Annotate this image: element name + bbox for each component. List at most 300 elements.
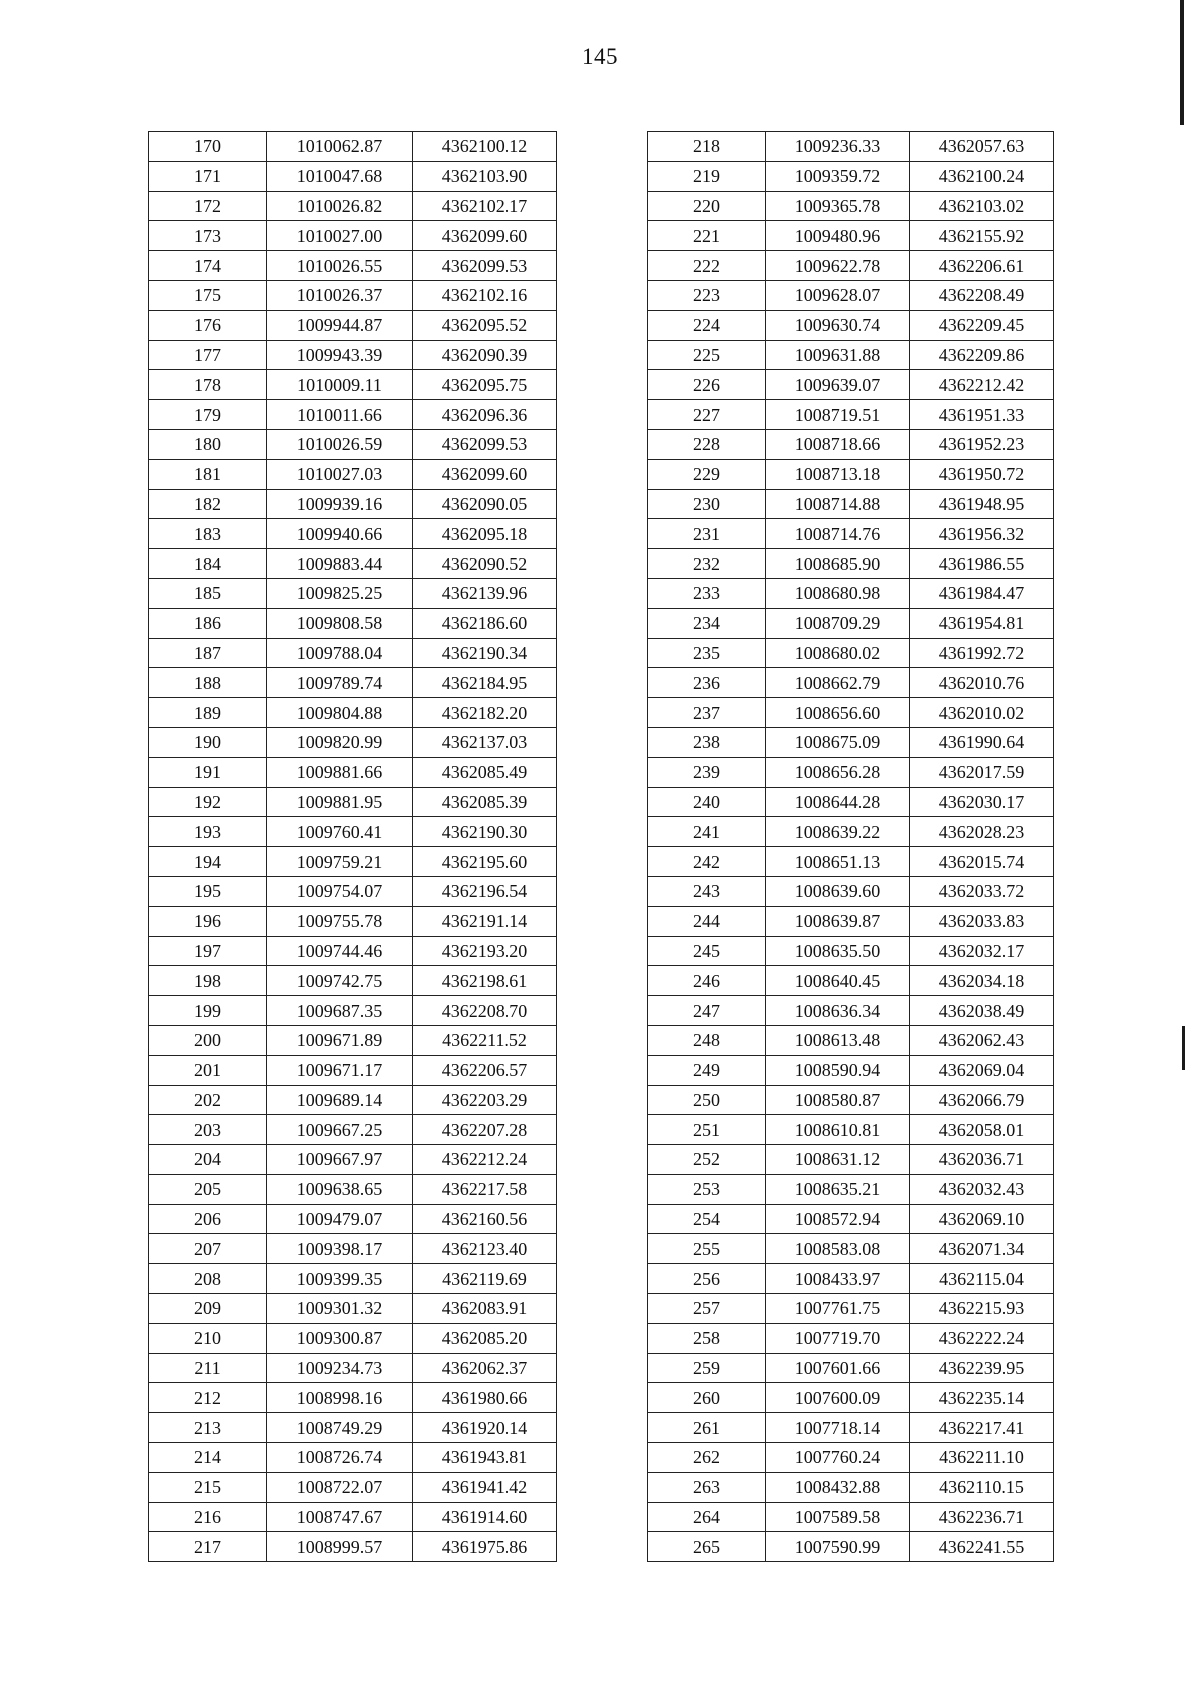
table-row — [648, 876, 1054, 906]
table-row — [149, 757, 557, 787]
table-row — [648, 280, 1054, 310]
y-coordinate-cell: 4362058.01 — [910, 1115, 1054, 1145]
y-coordinate-cell: 4362207.28 — [413, 1115, 557, 1145]
x-coordinate-cell: 1008722.07 — [267, 1472, 413, 1502]
table-row — [648, 310, 1054, 340]
y-coordinate-cell: 4362195.60 — [413, 847, 557, 877]
y-coordinate-cell: 4362095.52 — [413, 310, 557, 340]
y-coordinate-cell: 4362235.14 — [910, 1383, 1054, 1413]
y-coordinate-cell: 4362209.45 — [910, 310, 1054, 340]
x-coordinate-cell: 1009881.95 — [267, 787, 413, 817]
point-number-cell: 203 — [149, 1115, 267, 1145]
point-number-cell: 184 — [149, 549, 267, 579]
x-coordinate-cell: 1007719.70 — [766, 1323, 910, 1353]
point-number-cell: 238 — [648, 727, 766, 757]
table-row — [149, 1025, 557, 1055]
point-number-cell: 231 — [648, 519, 766, 549]
x-coordinate-cell: 1007761.75 — [766, 1294, 910, 1324]
y-coordinate-cell: 4362015.74 — [910, 847, 1054, 877]
x-coordinate-cell: 1009359.72 — [766, 161, 910, 191]
x-coordinate-cell: 1007589.58 — [766, 1502, 910, 1532]
y-coordinate-cell: 4362191.14 — [413, 906, 557, 936]
y-coordinate-cell: 4362034.18 — [910, 966, 1054, 996]
x-coordinate-cell: 1009944.87 — [267, 310, 413, 340]
table-row — [149, 429, 557, 459]
x-coordinate-cell: 1008749.29 — [267, 1413, 413, 1443]
x-coordinate-cell: 1008685.90 — [766, 549, 910, 579]
y-coordinate-cell: 4362137.03 — [413, 727, 557, 757]
y-coordinate-cell: 4362208.49 — [910, 280, 1054, 310]
y-coordinate-cell: 4362032.43 — [910, 1174, 1054, 1204]
point-number-cell: 229 — [648, 459, 766, 489]
y-coordinate-cell: 4361943.81 — [413, 1443, 557, 1473]
point-number-cell: 264 — [648, 1502, 766, 1532]
table-row — [648, 489, 1054, 519]
table-row — [149, 310, 557, 340]
point-number-cell: 262 — [648, 1443, 766, 1473]
table-row — [648, 221, 1054, 251]
point-number-cell: 213 — [149, 1413, 267, 1443]
point-number-cell: 228 — [648, 429, 766, 459]
table-row — [149, 1294, 557, 1324]
table-row — [149, 966, 557, 996]
table-row — [149, 727, 557, 757]
table-row — [648, 1472, 1054, 1502]
x-coordinate-cell: 1008656.28 — [766, 757, 910, 787]
x-coordinate-cell: 1008714.88 — [766, 489, 910, 519]
table-row — [149, 1174, 557, 1204]
table-row — [648, 191, 1054, 221]
y-coordinate-cell: 4362123.40 — [413, 1234, 557, 1264]
y-coordinate-cell: 4362211.10 — [910, 1443, 1054, 1473]
x-coordinate-cell: 1009236.33 — [766, 132, 910, 162]
table-row — [149, 996, 557, 1026]
y-coordinate-cell: 4362085.39 — [413, 787, 557, 817]
table-row — [149, 191, 557, 221]
y-coordinate-cell: 4362241.55 — [910, 1532, 1054, 1562]
x-coordinate-cell: 1009788.04 — [267, 638, 413, 668]
y-coordinate-cell: 4361980.66 — [413, 1383, 557, 1413]
table-row — [149, 1383, 557, 1413]
point-number-cell: 226 — [648, 370, 766, 400]
y-coordinate-cell: 4362085.20 — [413, 1323, 557, 1353]
point-number-cell: 235 — [648, 638, 766, 668]
x-coordinate-cell: 1008726.74 — [267, 1443, 413, 1473]
point-number-cell: 189 — [149, 698, 267, 728]
point-number-cell: 187 — [149, 638, 267, 668]
table-row — [149, 847, 557, 877]
point-number-cell: 265 — [648, 1532, 766, 1562]
y-coordinate-cell: 4362211.52 — [413, 1025, 557, 1055]
table-row — [149, 876, 557, 906]
y-coordinate-cell: 4362062.43 — [910, 1025, 1054, 1055]
point-number-cell: 256 — [648, 1264, 766, 1294]
y-coordinate-cell: 4362069.04 — [910, 1055, 1054, 1085]
table-row — [648, 519, 1054, 549]
y-coordinate-cell: 4362036.71 — [910, 1145, 1054, 1175]
table-row — [149, 370, 557, 400]
x-coordinate-cell: 1008675.09 — [766, 727, 910, 757]
point-number-cell: 201 — [149, 1055, 267, 1085]
y-coordinate-cell: 4362062.37 — [413, 1353, 557, 1383]
y-coordinate-cell: 4362099.60 — [413, 221, 557, 251]
y-coordinate-cell: 4362010.02 — [910, 698, 1054, 728]
y-coordinate-cell: 4362096.36 — [413, 400, 557, 430]
x-coordinate-cell: 1008713.18 — [766, 459, 910, 489]
x-coordinate-cell: 1009365.78 — [766, 191, 910, 221]
y-coordinate-cell: 4362102.16 — [413, 280, 557, 310]
table-row — [648, 1085, 1054, 1115]
point-number-cell: 207 — [149, 1234, 267, 1264]
y-coordinate-cell: 4362155.92 — [910, 221, 1054, 251]
y-coordinate-cell: 4362090.52 — [413, 549, 557, 579]
x-coordinate-cell: 1008639.22 — [766, 817, 910, 847]
x-coordinate-cell: 1009671.17 — [267, 1055, 413, 1085]
table-row — [149, 1472, 557, 1502]
x-coordinate-cell: 1008709.29 — [766, 608, 910, 638]
table-row — [149, 280, 557, 310]
x-coordinate-cell: 1009630.74 — [766, 310, 910, 340]
table-row — [149, 906, 557, 936]
x-coordinate-cell: 1009667.97 — [267, 1145, 413, 1175]
y-coordinate-cell: 4362090.39 — [413, 340, 557, 370]
x-coordinate-cell: 1008662.79 — [766, 668, 910, 698]
y-coordinate-cell: 4362102.17 — [413, 191, 557, 221]
table-row — [648, 996, 1054, 1026]
y-coordinate-cell: 4362028.23 — [910, 817, 1054, 847]
x-coordinate-cell: 1009754.07 — [267, 876, 413, 906]
point-number-cell: 252 — [648, 1145, 766, 1175]
point-number-cell: 183 — [149, 519, 267, 549]
y-coordinate-cell: 4362206.57 — [413, 1055, 557, 1085]
point-number-cell: 205 — [149, 1174, 267, 1204]
table-row — [648, 787, 1054, 817]
point-number-cell: 177 — [149, 340, 267, 370]
table-row — [648, 608, 1054, 638]
table-row — [149, 578, 557, 608]
table-row — [648, 400, 1054, 430]
table-row — [149, 608, 557, 638]
table-row — [648, 1264, 1054, 1294]
x-coordinate-cell: 1007718.14 — [766, 1413, 910, 1443]
x-coordinate-cell: 1009760.41 — [267, 817, 413, 847]
y-coordinate-cell: 4362198.61 — [413, 966, 557, 996]
point-number-cell: 193 — [149, 817, 267, 847]
x-coordinate-cell: 1008998.16 — [267, 1383, 413, 1413]
y-coordinate-cell: 4361990.64 — [910, 727, 1054, 757]
table-row — [648, 906, 1054, 936]
x-coordinate-cell: 1010026.59 — [267, 429, 413, 459]
point-number-cell: 197 — [149, 936, 267, 966]
table-row — [149, 817, 557, 847]
y-coordinate-cell: 4362217.41 — [910, 1413, 1054, 1443]
point-number-cell: 255 — [648, 1234, 766, 1264]
table-row — [149, 1502, 557, 1532]
y-coordinate-cell: 4361948.95 — [910, 489, 1054, 519]
table-row — [149, 1353, 557, 1383]
y-coordinate-cell: 4362115.04 — [910, 1264, 1054, 1294]
y-coordinate-cell: 4362206.61 — [910, 251, 1054, 281]
table-row — [648, 340, 1054, 370]
point-number-cell: 180 — [149, 429, 267, 459]
table-row — [648, 936, 1054, 966]
point-number-cell: 243 — [648, 876, 766, 906]
point-number-cell: 219 — [648, 161, 766, 191]
y-coordinate-cell: 4362119.69 — [413, 1264, 557, 1294]
table-row — [149, 1055, 557, 1085]
table-row — [648, 757, 1054, 787]
x-coordinate-cell: 1010011.66 — [267, 400, 413, 430]
point-number-cell: 170 — [149, 132, 267, 162]
table-row — [149, 668, 557, 698]
y-coordinate-cell: 4362057.63 — [910, 132, 1054, 162]
x-coordinate-cell: 1009759.21 — [267, 847, 413, 877]
x-coordinate-cell: 1009399.35 — [267, 1264, 413, 1294]
x-coordinate-cell: 1009480.96 — [766, 221, 910, 251]
point-number-cell: 250 — [648, 1085, 766, 1115]
table-row — [149, 1413, 557, 1443]
table-row — [149, 519, 557, 549]
point-number-cell: 246 — [648, 966, 766, 996]
y-coordinate-cell: 4362099.60 — [413, 459, 557, 489]
table-row — [648, 161, 1054, 191]
table-row — [149, 1443, 557, 1473]
point-number-cell: 222 — [648, 251, 766, 281]
y-coordinate-cell: 4362110.15 — [910, 1472, 1054, 1502]
y-coordinate-cell: 4362215.93 — [910, 1294, 1054, 1324]
point-number-cell: 259 — [648, 1353, 766, 1383]
y-coordinate-cell: 4362095.75 — [413, 370, 557, 400]
x-coordinate-cell: 1008644.28 — [766, 787, 910, 817]
point-number-cell: 212 — [149, 1383, 267, 1413]
x-coordinate-cell: 1010026.82 — [267, 191, 413, 221]
point-number-cell: 221 — [648, 221, 766, 251]
table-row — [149, 1145, 557, 1175]
x-coordinate-cell: 1008580.87 — [766, 1085, 910, 1115]
y-coordinate-cell: 4362193.20 — [413, 936, 557, 966]
x-coordinate-cell: 1007590.99 — [766, 1532, 910, 1562]
point-number-cell: 200 — [149, 1025, 267, 1055]
point-number-cell: 176 — [149, 310, 267, 340]
x-coordinate-cell: 1010027.03 — [267, 459, 413, 489]
x-coordinate-cell: 1009689.14 — [267, 1085, 413, 1115]
x-coordinate-cell: 1009628.07 — [766, 280, 910, 310]
table-row — [648, 132, 1054, 162]
y-coordinate-cell: 4362212.24 — [413, 1145, 557, 1175]
x-coordinate-cell: 1009638.65 — [267, 1174, 413, 1204]
x-coordinate-cell: 1008640.45 — [766, 966, 910, 996]
page-number: 145 — [582, 44, 618, 69]
point-number-cell: 248 — [648, 1025, 766, 1055]
point-number-cell: 198 — [149, 966, 267, 996]
x-coordinate-cell: 1008639.87 — [766, 906, 910, 936]
point-number-cell: 182 — [149, 489, 267, 519]
point-number-cell: 190 — [149, 727, 267, 757]
y-coordinate-cell: 4362010.76 — [910, 668, 1054, 698]
x-coordinate-cell: 1009943.39 — [267, 340, 413, 370]
table-row — [149, 489, 557, 519]
y-coordinate-cell: 4362217.58 — [413, 1174, 557, 1204]
point-number-cell: 240 — [648, 787, 766, 817]
table-row — [149, 340, 557, 370]
x-coordinate-cell: 1009622.78 — [766, 251, 910, 281]
point-number-cell: 224 — [648, 310, 766, 340]
y-coordinate-cell: 4361951.33 — [910, 400, 1054, 430]
x-coordinate-cell: 1007600.09 — [766, 1383, 910, 1413]
scan-edge-mark — [1180, 0, 1184, 125]
point-number-cell: 173 — [149, 221, 267, 251]
table-row — [648, 1174, 1054, 1204]
table-row — [149, 1323, 557, 1353]
x-coordinate-cell: 1008747.67 — [267, 1502, 413, 1532]
point-number-cell: 225 — [648, 340, 766, 370]
table-row — [648, 1323, 1054, 1353]
point-number-cell: 249 — [648, 1055, 766, 1085]
table-row — [648, 251, 1054, 281]
point-number-cell: 233 — [648, 578, 766, 608]
table-row — [149, 638, 557, 668]
point-number-cell: 194 — [149, 847, 267, 877]
table-row — [149, 400, 557, 430]
x-coordinate-cell: 1009398.17 — [267, 1234, 413, 1264]
y-coordinate-cell: 4362033.83 — [910, 906, 1054, 936]
y-coordinate-cell: 4362236.71 — [910, 1502, 1054, 1532]
table-row — [648, 1383, 1054, 1413]
point-number-cell: 209 — [149, 1294, 267, 1324]
y-coordinate-cell: 4362033.72 — [910, 876, 1054, 906]
y-coordinate-cell: 4361920.14 — [413, 1413, 557, 1443]
y-coordinate-cell: 4362071.34 — [910, 1234, 1054, 1264]
point-number-cell: 204 — [149, 1145, 267, 1175]
y-coordinate-cell: 4362196.54 — [413, 876, 557, 906]
y-coordinate-cell: 4361954.81 — [910, 608, 1054, 638]
x-coordinate-cell: 1009881.66 — [267, 757, 413, 787]
x-coordinate-cell: 1008651.13 — [766, 847, 910, 877]
y-coordinate-cell: 4362095.18 — [413, 519, 557, 549]
x-coordinate-cell: 1009820.99 — [267, 727, 413, 757]
point-number-cell: 227 — [648, 400, 766, 430]
x-coordinate-cell: 1009671.89 — [267, 1025, 413, 1055]
y-coordinate-cell: 4362182.20 — [413, 698, 557, 728]
x-coordinate-cell: 1008432.88 — [766, 1472, 910, 1502]
x-coordinate-cell: 1008433.97 — [766, 1264, 910, 1294]
table-row — [149, 1234, 557, 1264]
point-number-cell: 236 — [648, 668, 766, 698]
x-coordinate-cell: 1010047.68 — [267, 161, 413, 191]
y-coordinate-cell: 4361992.72 — [910, 638, 1054, 668]
point-number-cell: 244 — [648, 906, 766, 936]
x-coordinate-cell: 1009939.16 — [267, 489, 413, 519]
x-coordinate-cell: 1007601.66 — [766, 1353, 910, 1383]
y-coordinate-cell: 4362069.10 — [910, 1204, 1054, 1234]
x-coordinate-cell: 1008583.08 — [766, 1234, 910, 1264]
x-coordinate-cell: 1008635.50 — [766, 936, 910, 966]
table-row — [648, 1234, 1054, 1264]
point-number-cell: 261 — [648, 1413, 766, 1443]
x-coordinate-cell: 1008610.81 — [766, 1115, 910, 1145]
x-coordinate-cell: 1008636.34 — [766, 996, 910, 1026]
table-row — [648, 668, 1054, 698]
y-coordinate-cell: 4362184.95 — [413, 668, 557, 698]
point-number-cell: 195 — [149, 876, 267, 906]
y-coordinate-cell: 4361975.86 — [413, 1532, 557, 1562]
x-coordinate-cell: 1009300.87 — [267, 1323, 413, 1353]
x-coordinate-cell: 1008635.21 — [766, 1174, 910, 1204]
table-row — [648, 1413, 1054, 1443]
table-row — [149, 1204, 557, 1234]
table-row — [149, 1115, 557, 1145]
x-coordinate-cell: 1009744.46 — [267, 936, 413, 966]
point-number-cell: 263 — [648, 1472, 766, 1502]
x-coordinate-cell: 1009789.74 — [267, 668, 413, 698]
point-number-cell: 247 — [648, 996, 766, 1026]
point-number-cell: 188 — [149, 668, 267, 698]
x-coordinate-cell: 1010009.11 — [267, 370, 413, 400]
y-coordinate-cell: 4362203.29 — [413, 1085, 557, 1115]
x-coordinate-cell: 1010027.00 — [267, 221, 413, 251]
table-row — [149, 936, 557, 966]
y-coordinate-cell: 4362085.49 — [413, 757, 557, 787]
table-row — [648, 847, 1054, 877]
point-number-cell: 210 — [149, 1323, 267, 1353]
y-coordinate-cell: 4362186.60 — [413, 608, 557, 638]
point-number-cell: 179 — [149, 400, 267, 430]
table-row — [648, 1115, 1054, 1145]
x-coordinate-cell: 1009755.78 — [267, 906, 413, 936]
x-coordinate-cell: 1008613.48 — [766, 1025, 910, 1055]
point-number-cell: 234 — [648, 608, 766, 638]
x-coordinate-cell: 1009667.25 — [267, 1115, 413, 1145]
x-coordinate-cell: 1009825.25 — [267, 578, 413, 608]
y-coordinate-cell: 4362090.05 — [413, 489, 557, 519]
x-coordinate-cell: 1010026.37 — [267, 280, 413, 310]
table-row — [648, 578, 1054, 608]
x-coordinate-cell: 1009940.66 — [267, 519, 413, 549]
x-coordinate-cell: 1009631.88 — [766, 340, 910, 370]
point-number-cell: 175 — [149, 280, 267, 310]
table-row — [648, 370, 1054, 400]
y-coordinate-cell: 4362209.86 — [910, 340, 1054, 370]
table-row — [648, 1145, 1054, 1175]
table-row — [149, 251, 557, 281]
y-coordinate-cell: 4361950.72 — [910, 459, 1054, 489]
x-coordinate-cell: 1008656.60 — [766, 698, 910, 728]
y-coordinate-cell: 4362030.17 — [910, 787, 1054, 817]
y-coordinate-cell: 4361986.55 — [910, 549, 1054, 579]
x-coordinate-cell: 1008714.76 — [766, 519, 910, 549]
table-row — [648, 1204, 1054, 1234]
y-coordinate-cell: 4362038.49 — [910, 996, 1054, 1026]
point-number-cell: 232 — [648, 549, 766, 579]
x-coordinate-cell: 1009639.07 — [766, 370, 910, 400]
point-number-cell: 191 — [149, 757, 267, 787]
table-row — [149, 459, 557, 489]
point-number-cell: 214 — [149, 1443, 267, 1473]
x-coordinate-cell: 1008572.94 — [766, 1204, 910, 1234]
x-coordinate-cell: 1009808.58 — [267, 608, 413, 638]
point-number-cell: 202 — [149, 1085, 267, 1115]
x-coordinate-cell: 1009742.75 — [267, 966, 413, 996]
x-coordinate-cell: 1008999.57 — [267, 1532, 413, 1562]
point-number-cell: 260 — [648, 1383, 766, 1413]
point-number-cell: 215 — [149, 1472, 267, 1502]
point-number-cell: 186 — [149, 608, 267, 638]
y-coordinate-cell: 4362083.91 — [413, 1294, 557, 1324]
point-number-cell: 257 — [648, 1294, 766, 1324]
y-coordinate-cell: 4362239.95 — [910, 1353, 1054, 1383]
x-coordinate-cell: 1008680.02 — [766, 638, 910, 668]
x-coordinate-cell: 1009687.35 — [267, 996, 413, 1026]
